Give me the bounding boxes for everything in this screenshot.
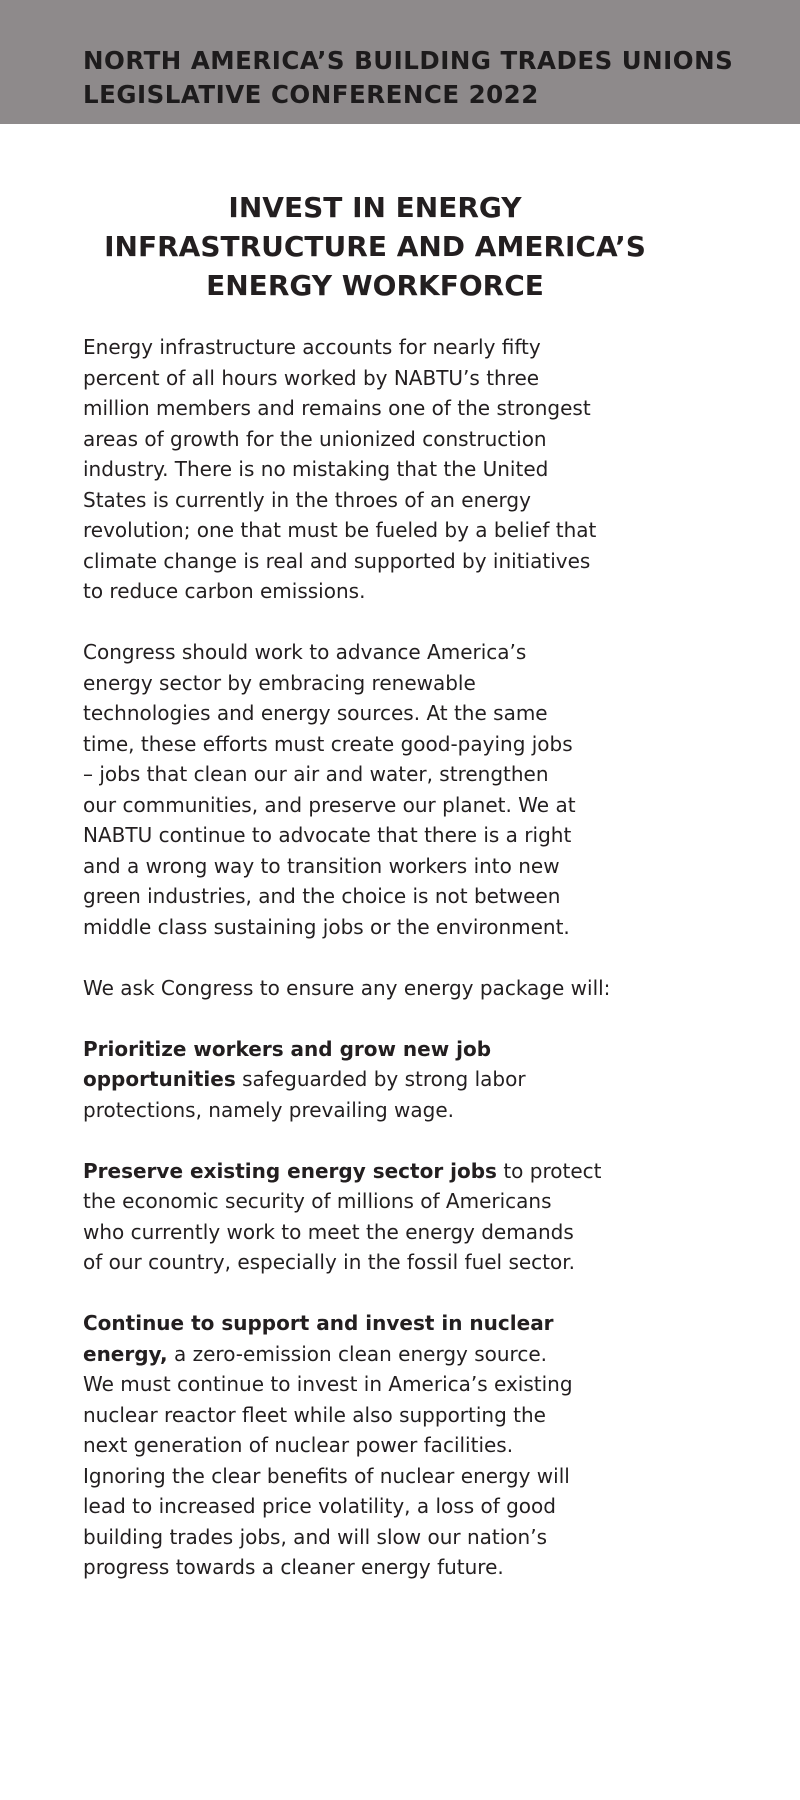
text-line [83, 1064, 683, 1095]
conference-title-line: LEGISLATIVE CONFERENCE 2022 [83, 80, 539, 109]
header-band [0, 0, 800, 124]
text-line: who currently work to meet the energy demands [83, 1219, 574, 1244]
priority-text: a zero-emission clean energy source. [167, 1341, 547, 1366]
text-line: building trades jobs, and will slow our nation’s [83, 1524, 547, 1549]
text-line: Energy infrastructure accounts for nearly fifty [83, 335, 541, 359]
congress-paragraph [83, 637, 683, 942]
text-line: progress towards a cleaner energy future. [83, 1555, 504, 1579]
ask-paragraph [83, 973, 683, 1004]
priority-heading: opportunities [83, 1067, 236, 1091]
text-line: NABTU continue to advocate that there is a right [83, 823, 572, 847]
text-line: Congress should work to advance America’s [83, 640, 527, 664]
text-line: We ask Congress to ensure any energy package will: [83, 975, 611, 1000]
priority-heading: Preserve existing energy sector jobs [83, 1158, 497, 1183]
text-line: areas of growth for the unionized construction [83, 426, 547, 451]
text-line: technologies and energy sources. At the same [83, 701, 548, 725]
priority-text: to protect [496, 1158, 602, 1183]
text-line [83, 1156, 683, 1187]
priority-item-workers [83, 1034, 683, 1126]
text-line: States is currently in the throes of an energy [83, 487, 531, 512]
priority-item-preserve-jobs [83, 1156, 683, 1278]
text-line: next generation of nuclear power facilities. [83, 1433, 514, 1457]
conference-title [83, 44, 763, 112]
body-text [83, 332, 683, 1613]
text-line: percent of all hours worked by NABTU’s three [83, 365, 540, 390]
text-line [83, 1308, 683, 1339]
priority-heading: energy, [83, 1341, 168, 1366]
text-line: middle class sustaining jobs or the environment. [83, 914, 570, 939]
conference-title-line: NORTH AMERICA’S BUILDING TRADES UNIONS [83, 46, 734, 75]
text-line: climate change is real and supported by initiatives [83, 548, 591, 573]
text-line: and a wrong way to transition workers into new [83, 853, 560, 878]
priority-text: safeguarded by strong labor [235, 1067, 526, 1091]
priority-item-nuclear [83, 1308, 683, 1583]
text-line: our communities, and preserve our planet. We at [83, 792, 576, 817]
text-line: energy sector by embracing renewable [83, 670, 476, 695]
text-line: of our country, especially in the fossil fuel sector. [83, 1250, 576, 1274]
text-line: million members and remains one of the strongest [83, 396, 591, 420]
text-line: nuclear reactor fleet while also supporting the [83, 1402, 546, 1427]
page-title [60, 188, 690, 305]
priority-heading: Continue to support and invest in nuclear [83, 1311, 554, 1335]
page-title-line: ENERGY WORKFORCE [206, 269, 544, 302]
intro-paragraph [83, 332, 683, 607]
text-line: We must continue to invest in America’s existing [83, 1372, 573, 1396]
text-line: protections, namely prevailing wage. [83, 1097, 455, 1122]
text-line: industry. There is no mistaking that the United [83, 457, 549, 481]
text-line: to reduce carbon emissions. [83, 579, 366, 603]
page-title-line: INFRASTRUCTURE AND AMERICA’S [104, 230, 646, 263]
text-line [83, 1339, 683, 1370]
text-line: lead to increased price volatility, a loss of good [83, 1494, 556, 1518]
text-line [83, 1034, 683, 1065]
text-line: the economic security of millions of Americans [83, 1189, 552, 1213]
page-title-line: INVEST IN ENERGY [228, 191, 522, 224]
text-line: Ignoring the clear benefits of nuclear energy will [83, 1463, 570, 1488]
text-line: green industries, and the choice is not between [83, 884, 561, 908]
text-line: – jobs that clean our air and water, strengthen [83, 762, 549, 786]
priority-heading: Prioritize workers and grow new job [83, 1036, 492, 1061]
text-line: time, these efforts must create good-paying jobs [83, 731, 573, 756]
text-line: revolution; one that must be fueled by a belief that [83, 518, 597, 542]
